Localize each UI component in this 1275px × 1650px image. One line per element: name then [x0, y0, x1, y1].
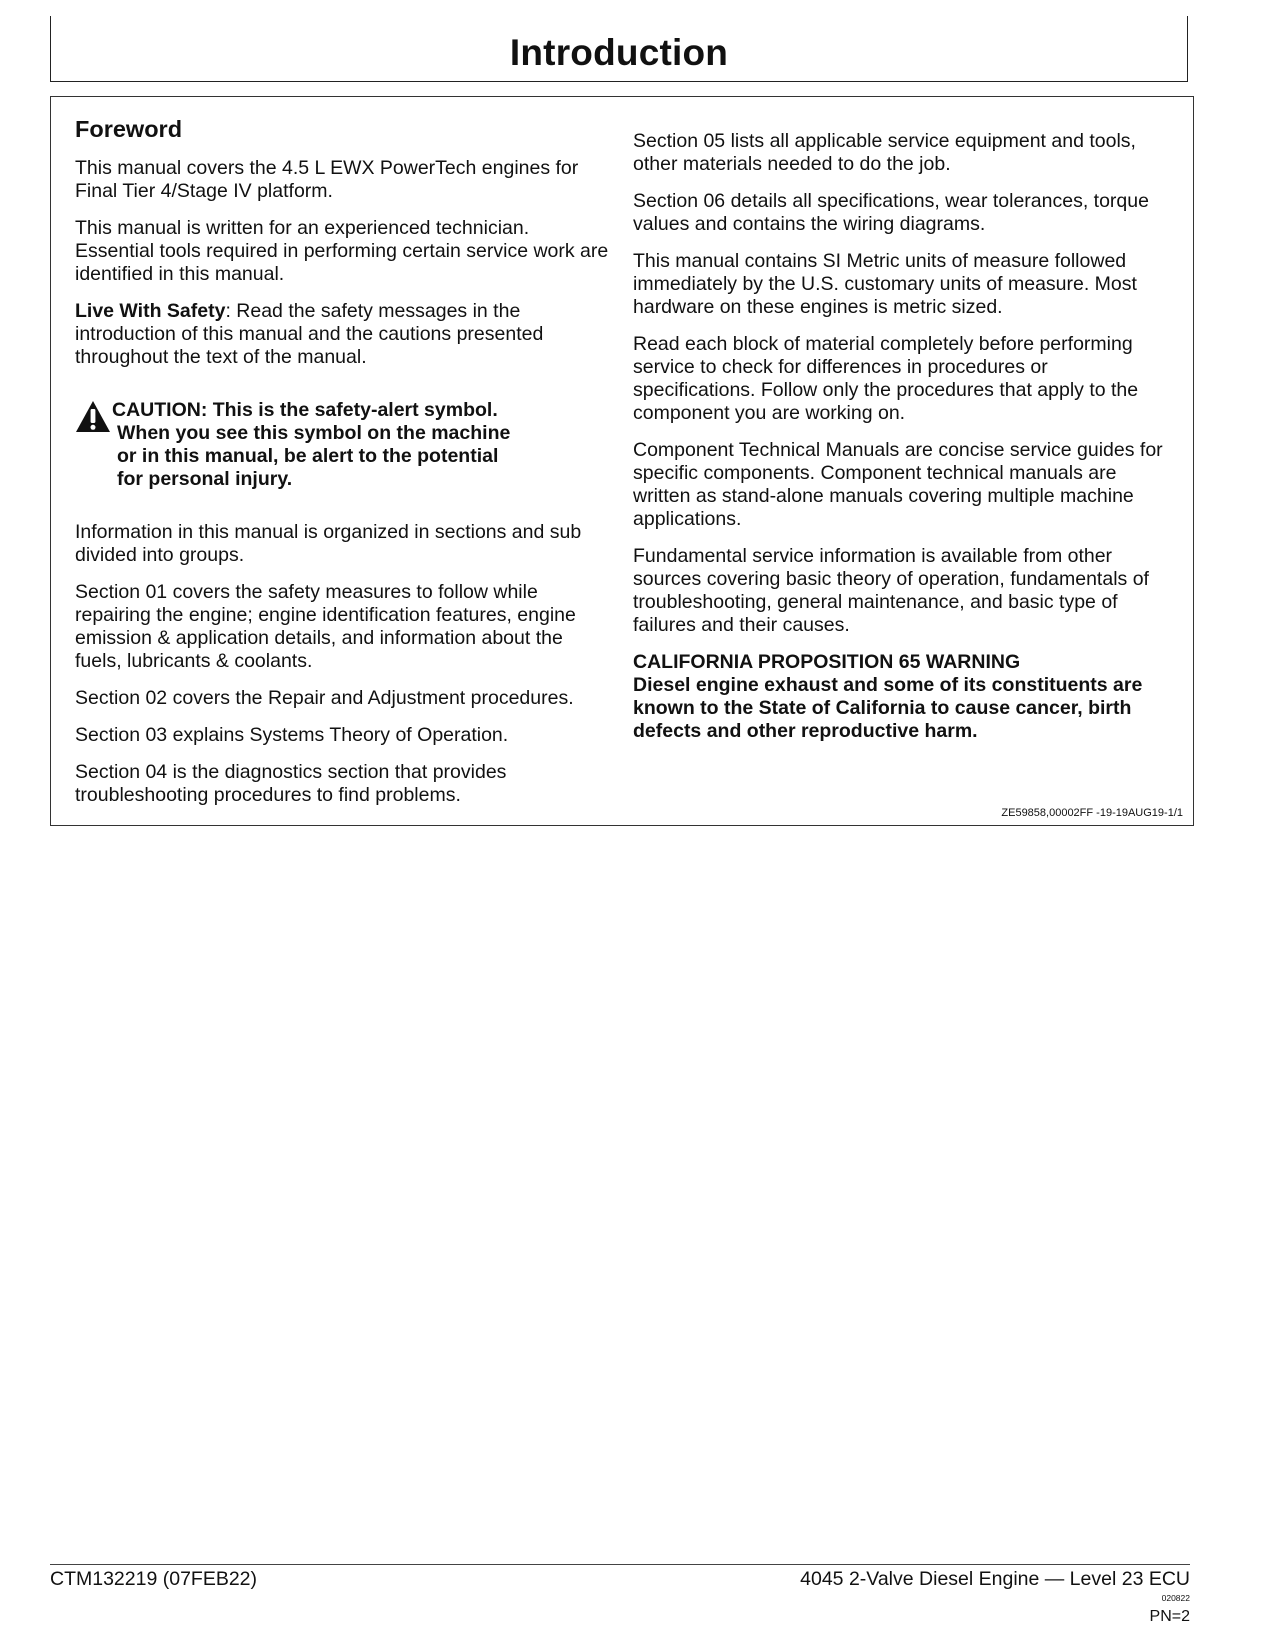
caution-line: for personal injury. [117, 467, 293, 490]
page-header [50, 16, 1188, 82]
safety-alert-icon [75, 400, 111, 433]
footer-manual-title: 4045 2-Valve Diesel Engine — Level 23 ECU [800, 1568, 1190, 1590]
live-with-safety-label: Live With Safety [75, 299, 226, 322]
foreword-block [50, 96, 1194, 826]
paragraph-fundamental-info: Fundamental service information is available from other sources covering basic theory of operation, fundamentals of troubleshooting, general maintenance, and basic type of failures and their causes. [633, 545, 1149, 636]
paragraph-units: This manual contains SI Metric units of measure followed immediately by the U.S. customary units of measure. Most hardware on these engines is metric sized. [633, 250, 1137, 318]
footer-date-code: 020822 [1161, 1593, 1190, 1603]
paragraph-section-03: Section 03 explains Systems Theory of Operation. [75, 723, 509, 746]
right-column [633, 130, 1173, 757]
prop65-warning-title: CALIFORNIA PROPOSITION 65 WARNING [633, 651, 1021, 673]
paragraph-component-manuals: Component Technical Manuals are concise service guides for specific components. Component technical manuals are written as stand-alone manuals covering multiple machine applications. [633, 439, 1163, 530]
paragraph-organization: Information in this manual is organized in sections and sub divided into groups. [75, 520, 582, 566]
footer-divider [50, 1564, 1190, 1565]
live-with-safety-text: : Read the safety messages in the introduction of this manual and the cautions presented throughout the text of the manual. [75, 299, 544, 368]
prop65-warning-text: Diesel engine exhaust and some of its constituents are known to the State of California to cause cancer, birth defects and other reproductive harm. [633, 674, 1143, 742]
paragraph-section-02: Section 02 covers the Repair and Adjustment procedures. [75, 686, 574, 709]
paragraph-section-01: Section 01 covers the safety measures to follow while repairing the engine; engine identification features, engine emission & application details, and information about the fuels, lubricants & coolants. [75, 580, 576, 672]
paragraph-section-04: Section 04 is the diagnostics section that provides troubleshooting procedures to find problems. [75, 760, 507, 806]
paragraph-section-06: Section 06 details all specifications, wear tolerances, torque values and contains the wiring diagrams. [633, 190, 1149, 235]
caution-notice [75, 399, 610, 491]
footer-page-number: PN=2 [1149, 1608, 1190, 1625]
left-column [75, 117, 610, 821]
caution-line: When you see this symbol on the machine [117, 421, 511, 444]
caution-line: CAUTION: This is the safety-alert symbol. [112, 398, 498, 421]
footer-document-id: CTM132219 (07FEB22) [50, 1568, 258, 1590]
block-reference-code: ZE59858,00002FF -19-19AUG19-1/1 [1001, 807, 1183, 819]
paragraph-read-blocks: Read each block of material completely before performing service to check for differences in procedures or specifications. Follow only the procedures that apply to the component you are working on. [633, 333, 1139, 424]
paragraph-section-05: Section 05 lists all applicable service equipment and tools, other materials needed to do the job. [633, 130, 1136, 175]
caution-line: or in this manual, be alert to the potential [117, 444, 499, 467]
paragraph-scope: This manual covers the 4.5 L EWX PowerTech engines for Final Tier 4/Stage IV platform. [75, 156, 579, 202]
paragraph-live-with-safety [75, 300, 610, 369]
paragraph-audience: This manual is written for an experienced technician. Essential tools required in performing certain service work are identified in this manual. [75, 216, 609, 285]
section-heading: Foreword [75, 116, 183, 142]
page-title: Introduction [509, 32, 729, 73]
